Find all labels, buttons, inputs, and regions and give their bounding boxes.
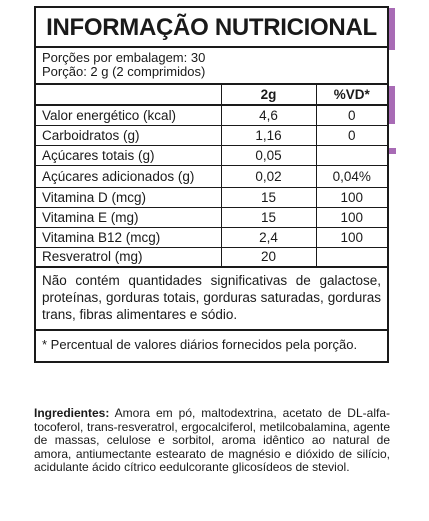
label-title: INFORMAÇÃO NUTRICIONAL: [36, 8, 387, 48]
nutrient-name: Resveratrol (mg): [36, 247, 221, 267]
nutrient-daily-value: 100: [316, 227, 387, 247]
table-row: [36, 227, 387, 247]
nutrient-amount: 20: [221, 247, 316, 267]
nutrient-name: Vitamina E (mg): [36, 207, 221, 227]
insignificant-amounts-note: Não contém quantidades significativas de galactose, proteínas, gorduras totais, gorduras saturadas, gorduras trans, fibras alimentares e sódio.: [36, 268, 387, 331]
table-row: [36, 247, 387, 267]
table-row: [36, 125, 387, 145]
ingredients-text: Amora em pó, maltodextrina, acetato de DL-alfa-tocoferol, trans-resveratrol, ergocalciferol, metilcobalamina, agente de massas, celulose e sorbitol, aroma idêntico ao natural de amora, antiumectante estearato de magnésio e dióxido de silício, acidulante ácido cítrico eedulcorante glicosídeos de steviol.: [34, 406, 390, 474]
header-amount: 2g: [221, 85, 316, 105]
portion-size: Porção: 2 g (2 comprimidos): [42, 64, 206, 79]
table-row: [36, 187, 387, 207]
nutrient-name: Valor energético (kcal): [36, 105, 221, 125]
ingredients-section: [34, 407, 390, 475]
nutrient-name: Vitamina B12 (mcg): [36, 227, 221, 247]
daily-value-footnote: * Percentual de valores diários fornecidos pela porção.: [42, 337, 358, 352]
table-header-row: [36, 85, 387, 105]
nutrient-daily-value: 100: [316, 207, 387, 227]
nutrient-name: Açúcares totais (g): [36, 145, 221, 165]
nutrient-amount: 4,6: [221, 105, 316, 125]
nutrient-name: Carboidratos (g): [36, 125, 221, 145]
nutrient-name: Açúcares adicionados (g): [36, 165, 221, 187]
nutrient-amount: 0,05: [221, 145, 316, 165]
header-daily-value: %VD*: [316, 85, 387, 105]
table-row: [36, 207, 387, 227]
nutrient-daily-value: [316, 145, 387, 165]
portion-info: [36, 48, 387, 85]
header-nutrient: [36, 85, 221, 105]
nutrient-daily-value: 0,04%: [316, 165, 387, 187]
ingredients-label: Ingredientes:: [34, 406, 110, 420]
nutrient-amount: 15: [221, 207, 316, 227]
nutrient-daily-value: 0: [316, 105, 387, 125]
nutrition-table: [36, 85, 387, 268]
nutrient-daily-value: [316, 247, 387, 267]
table-row: [36, 145, 387, 165]
nutrition-label: [34, 6, 389, 363]
portions-per-package: Porções por embalagem: 30: [42, 50, 206, 65]
nutrient-daily-value: 0: [316, 125, 387, 145]
nutrient-amount: 2,4: [221, 227, 316, 247]
accent-mark: [388, 148, 396, 154]
nutrient-amount: 0,02: [221, 165, 316, 187]
nutrient-name: Vitamina D (mcg): [36, 187, 221, 207]
nutrient-amount: 15: [221, 187, 316, 207]
table-row: [36, 105, 387, 125]
nutrient-daily-value: 100: [316, 187, 387, 207]
nutrient-amount: 1,16: [221, 125, 316, 145]
table-row: [36, 165, 387, 187]
